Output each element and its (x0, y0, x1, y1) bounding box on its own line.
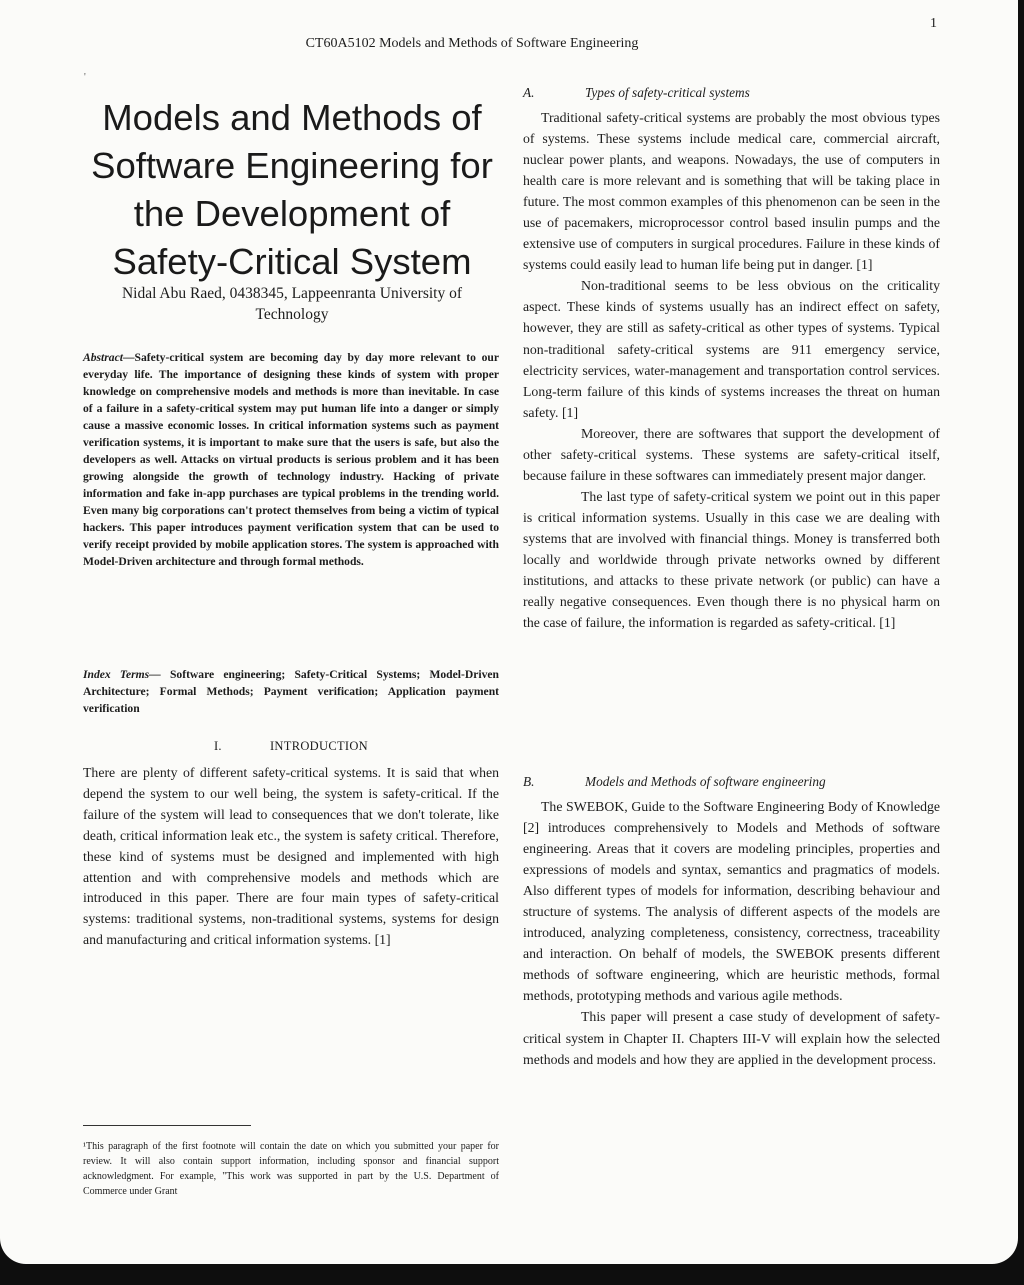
subsection-label: B. (523, 774, 535, 789)
abstract-label: Abstract— (83, 351, 135, 364)
subsection-label: A. (523, 85, 535, 100)
title-line: Models and Methods of (102, 97, 482, 138)
index-terms (83, 666, 499, 717)
subsection-a-body (523, 107, 940, 633)
paragraph: This paper will present a case study of development of safety-critical system in Chapter II. Chapters III-V will explain how the selected methods and models and how they are applied in the development process. (523, 1009, 940, 1067)
paper-title (80, 94, 504, 286)
subsection-heading-a (523, 85, 941, 101)
title-line: Software Engineering for (91, 145, 493, 186)
index-terms-label: Index Terms— (83, 668, 161, 681)
subsection-heading-b (523, 774, 941, 790)
title-line: Safety-Critical System (112, 241, 472, 282)
author-line: Nidal Abu Raed, 0438345, Lappeenranta University of (121, 285, 463, 302)
paragraph: Traditional safety-critical systems are probably the most obvious types of systems. These systems include medical care, commercial aircraft, nuclear power plants, and weapons. Nowadays, the use of computers in health care is more relevant and is something that will be taking place in future. The most common examples of this phenomenon can be seen in the use of pacemakers, microprocessor control based insulin pumps and the extensive use of computers in surgical procedures. Failure in these kinds of systems could easily lead to human life being put in danger. [1] (523, 110, 940, 273)
author-block (80, 283, 504, 325)
paragraph: Moreover, there are softwares that support the development of other safety-critical systems. These systems are safety-critical itself, because failure in these softwares can immediately present major danger. (523, 425, 940, 483)
section-title: INTRODUCTION (269, 739, 369, 753)
subsection-title: Models and Methods of software engineering (585, 774, 826, 789)
section-heading (83, 739, 499, 754)
title-line: the Development of (133, 193, 451, 234)
subsection-b-body (523, 796, 940, 1070)
paragraph: The last type of safety-critical system we point out in this paper is critical information systems. Usually in this case we are dealing with systems that are involved with financial things. Money is transferred both locally and worldwide through private networks owned by different institutions, and attacks to these private network (or public) can have a really negative consequences. Even though there is no physical harm on the case of failure, the information is regarded as safety-critical. [1] (523, 488, 940, 631)
index-terms-text: Software engineering; Safety-Critical Systems; Model-Driven Architecture; Formal Methods; Payment verification; Application payment verification (83, 668, 499, 715)
footnote: ¹This paragraph of the first footnote will contain the date on which you submitted your paper for review. It will also contain support information, including sponsor and financial support acknowledgment. For example, "This work was supported in part by the U.S. Department of Commerce under Grant (83, 1141, 499, 1197)
paragraph: The SWEBOK, Guide to the Software Engineering Body of Knowledge [2] introduces comprehensively to Models and Methods of software engineering. Areas that it covers are modeling principles, properties and expressions of models and syntax, semantics and pragmatics of models. Also different types of models for information, describing behaviour and structure of systems. The analysis of different aspects of the models are introduced, analyzing completeness, consistency, correctness, traceability and interaction. On behalf of models, the SWEBOK presents different methods of software engineering, which are heuristic methods, formal methods, prototyping methods and various agile methods. (523, 799, 940, 1004)
paragraph: Non-traditional seems to be less obvious on the criticality aspect. These kinds of systems usually has an indirect effect on safety, however, they are still as safety-critical as other types of systems. Typical non-traditional safety-critical systems are 911 emergency service, electricity services, water-management and transportation control services. Long-term failure of this kinds of systems increases the threat on human safety. [1] (523, 278, 940, 420)
page-number: 1 (930, 16, 937, 31)
running-header: CT60A5102 Models and Methods of Software Engineering (305, 36, 639, 51)
margin-mark: ' (84, 72, 86, 83)
footnote-rule (83, 1125, 251, 1126)
section-number: I. (213, 739, 222, 753)
subsection-title: Types of safety-critical systems (585, 85, 750, 100)
abstract-text: Safety-critical system are becoming day by day more relevant to our everyday life. The importance of designing these kinds of system with proper knowledge on comprehensive models and methods is more than inevitable. In case of a failure in a safety-critical system may put human life into a danger or simply cause a massive economic losses. In critical information systems such as payment verification systems, it is important to make sure that the users is safe, but also the developers as well. Attacks on virtual products is serious problem and it has been growing alongside the growth of technology industry. Hacking of private information and fake in-app purchases are typical problems in the trending world. Even many big corporations can't protect themselves from being a victim of typical hackers. This paper introduces payment verification system that can be used to verify receipt provided by mobile application stores. The system is approached with Model-Driven architecture and through formal methods. (83, 351, 499, 568)
abstract (83, 349, 499, 570)
author-affiliation: Technology (255, 306, 329, 323)
introduction-text: There are plenty of different safety-critical systems. It is said that when depend the system to our well being, the system is safety-critical. If the failure of the system will lead to consequences that we don't tolerate, like death, critical information leak etc., the system is safety critical. Therefore, these kind of systems must be designed and implemented with high attention and with comprehensive models and methods which are introduced in this paper. There are four main types of safety-critical systems: traditional systems, non-traditional systems, systems for design and manufacturing and critical information systems. [1] (83, 765, 499, 948)
